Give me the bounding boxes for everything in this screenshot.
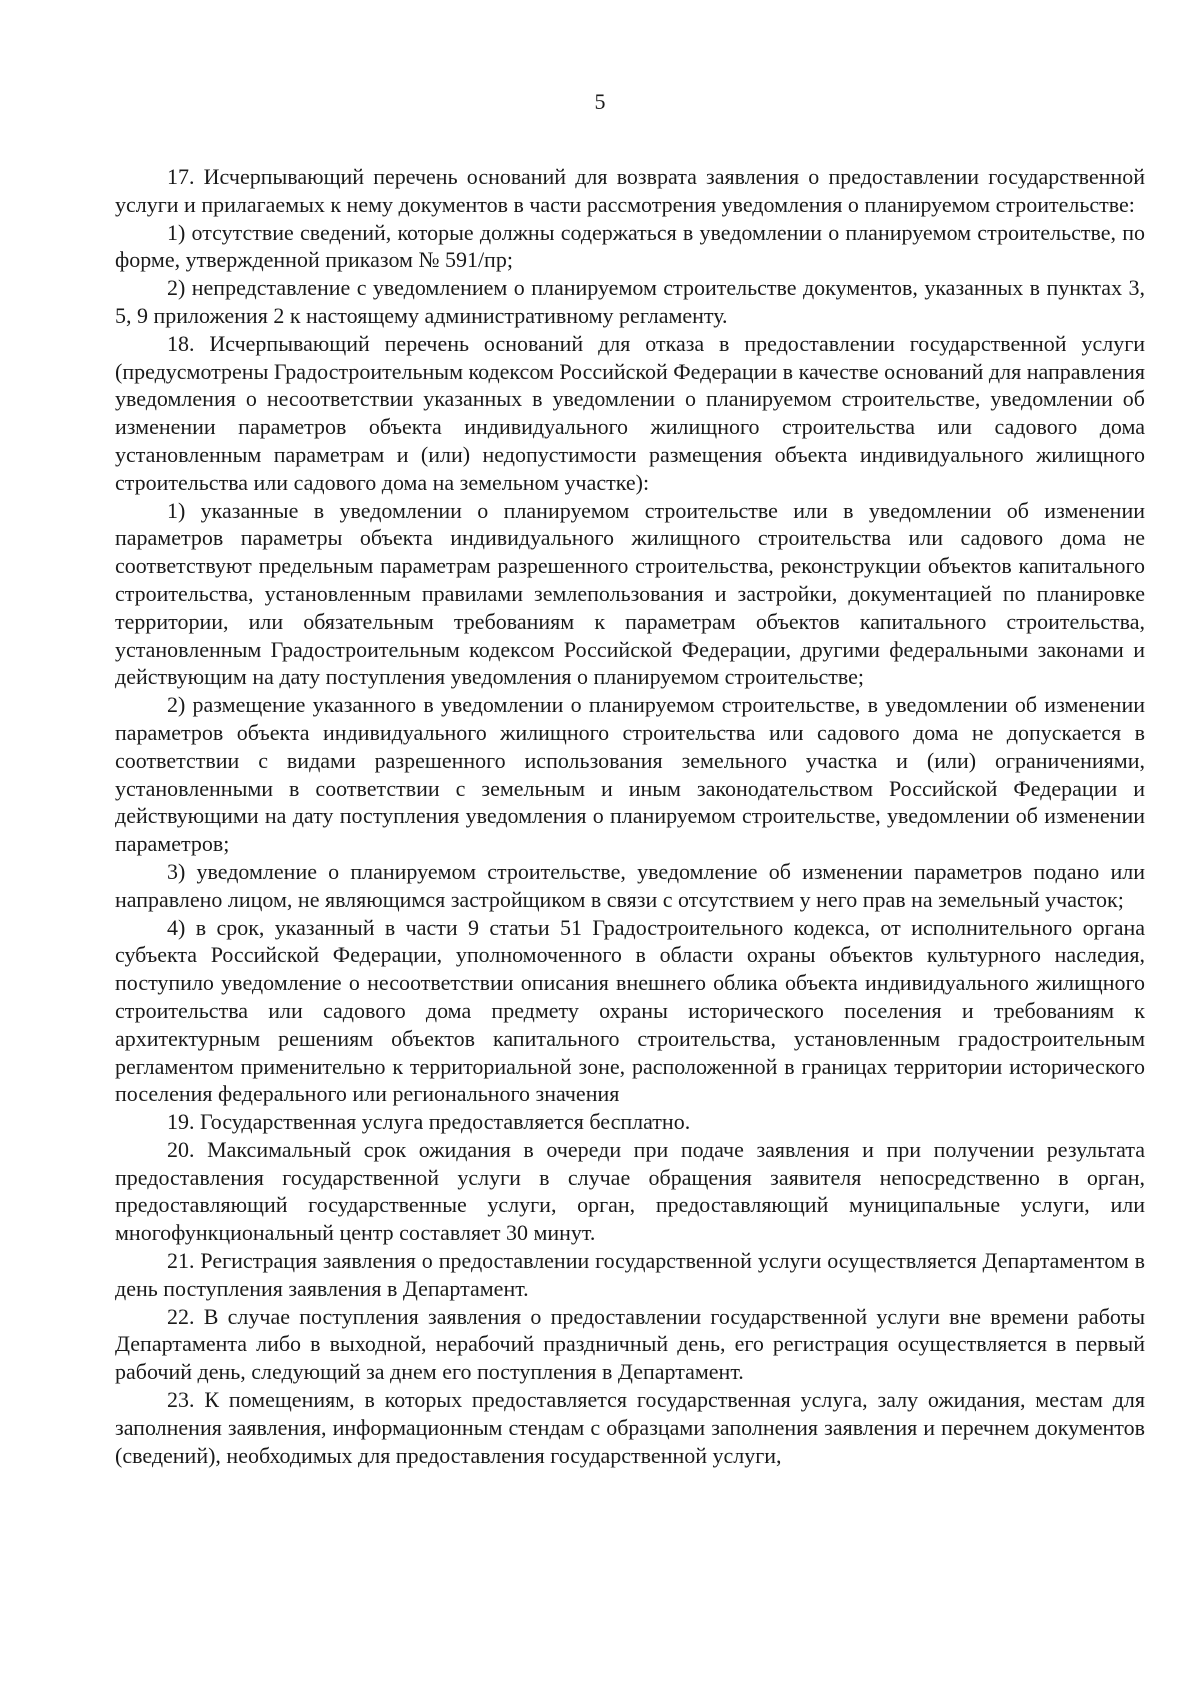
paragraph-18-item-1: 1) указанные в уведомлении о планируемом строительстве или в уведомлении об изменении параметров параметры объекта индивидуального жилищного строительства или садового дома не соответствуют предельным параметрам разрешенного строительства, реконструкции объектов капитального строительства, установленным правилами землепользования и застройки, документацией по планировке территории, или обязательным требованиям к параметрам объектов капитального строительства, установленным Градостроительным кодексом Российской Федерации, другими федеральными законами и действующим на дату поступления уведомления о планируемом строительстве;: [115, 497, 1145, 690]
paragraph-17: 17. Исчерпывающий перечень оснований для возврата заявления о предоставлении государственной услуги и прилагаемых к нему документов в части рассмотрения уведомления о планируемом строительстве:: [115, 164, 1145, 217]
paragraph-19: 19. Государственная услуга предоставляется бесплатно.: [167, 1109, 691, 1135]
paragraph-18-item-4: 4) в срок, указанный в части 9 статьи 51 Градостроительного кодекса, от исполнительного органа субъекта Российской Федерации, уполномоченного в области охраны объектов культурного наследия, поступило уведомление о несоответствии описания внешнего облика объекта индивидуального жилищного строительства или садового дома предмету охраны исторического поселения и требованиям к архитектурным решениям объектов капитального строительства, установленным градостроительным регламентом применительно к территориальной зоне, расположенной в границах территории исторического поселения федерального или регионального значения: [115, 914, 1145, 1107]
paragraph-21: 21. Регистрация заявления о предоставлении государственной услуги осуществляется Департаментом в день поступления заявления в Департамент.: [115, 1248, 1145, 1301]
paragraph-22: 22. В случае поступления заявления о предоставлении государственной услуги вне времени работы Департамента либо в выходной, нерабочий праздничный день, его регистрация осуществляется в первый рабочий день, следующий за днем его поступления в Департамент.: [115, 1303, 1145, 1385]
document-body: [115, 163, 1145, 1469]
paragraph-17-item-2: 2) непредставление с уведомлением о планируемом строительстве документов, указанных в пунктах 3, 5, 9 приложения 2 к настоящему административному регламенту.: [115, 275, 1145, 328]
paragraph-18-item-3: 3) уведомление о планируемом строительстве, уведомление об изменении параметров подано или направлено лицом, не являющимся застройщиком в связи с отсутствием у него прав на земельный участок;: [115, 858, 1145, 912]
paragraph-20: 20. Максимальный срок ожидания в очереди при подаче заявления и при получении результата предоставления государственной услуги в случае обращения заявителя непосредственно в орган, предоставляющий государственные услуги, орган, предоставляющий муниципальные услуги, или многофункциональный центр составляет 30 минут.: [115, 1136, 1145, 1246]
paragraph-17-item-1: 1) отсутствие сведений, которые должны содержаться в уведомлении о планируемом строительстве, по форме, утвержденной приказом № 591/пр;: [115, 219, 1145, 273]
paragraph-18: 18. Исчерпывающий перечень оснований для отказа в предоставлении государственной услуги (предусмотрены Градостроительным кодексом Российской Федерации в качестве оснований для направления уведомления о несоответствии указанных в уведомлении о планируемом строительстве, уведомлении об изменении параметров объекта индивидуального жилищного строительства или садового дома установленным параметрам и (или) недопустимости размещения объекта индивидуального жилищного строительства или садового дома на земельном участке):: [115, 330, 1145, 495]
paragraph-18-item-2: 2) размещение указанного в уведомлении о планируемом строительстве, в уведомлении об изменении параметров объекта индивидуального жилищного строительства или садового дома не допускается в соответствии с видами разрешенного использования земельного участка и (или) ограничениями, установленными в соответствии с земельным и иным законодательством Российской Федерации и действующими на дату поступления уведомления о планируемом строительстве, уведомлении об изменении параметров;: [115, 692, 1145, 857]
page-number: 5: [594, 89, 606, 114]
paragraph-23: 23. К помещениям, в которых предоставляется государственная услуга, залу ожидания, местам для заполнения заявления, информационным стендам с образцами заполнения заявления и перечнем документов (сведений), необходимых для предоставления государственной услуги,: [115, 1387, 1145, 1468]
